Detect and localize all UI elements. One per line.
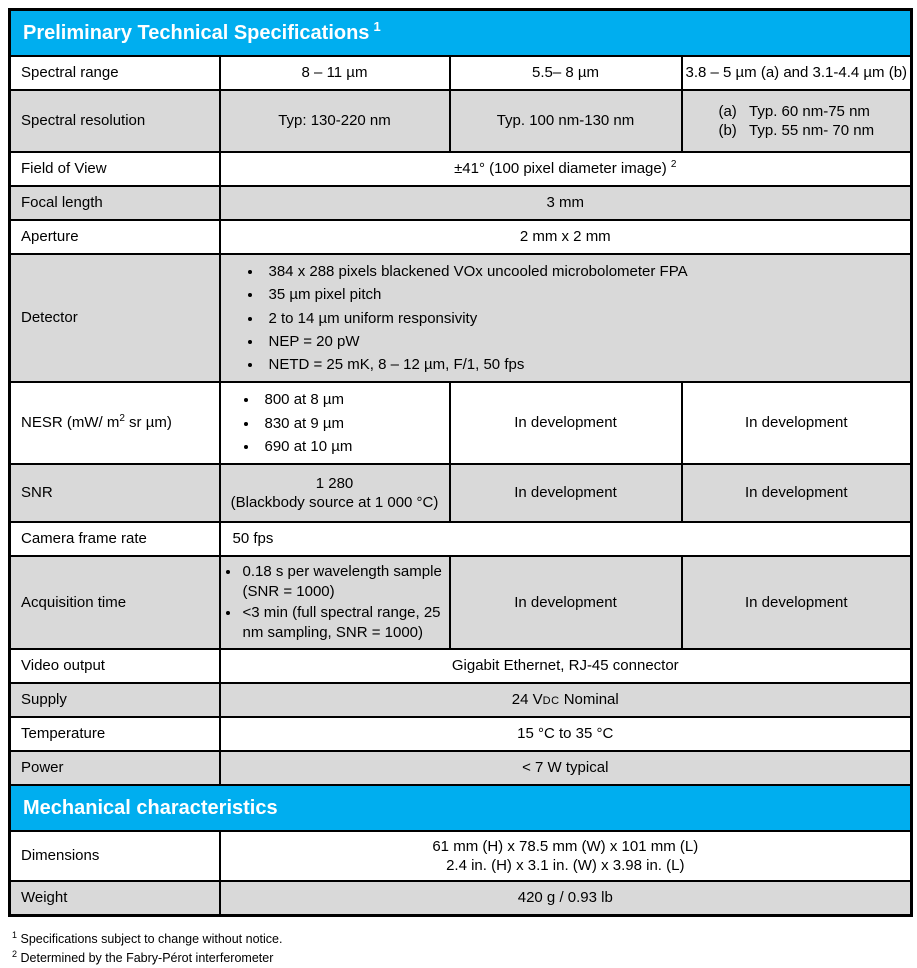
row-detector [10,254,912,382]
row-temperature [10,717,912,751]
spec-label: Video output [10,649,220,683]
spec-label: Field of View [10,152,220,186]
supply-value-dc: DC [543,695,560,707]
spec-value [220,152,912,186]
status-in-development: In development [682,556,912,649]
fov-value-text: ±41° (100 pixel diameter image) [454,160,667,177]
list-item: • 2 to 14 µm uniform responsivity [263,307,903,330]
row-weight [10,881,912,915]
status-in-development: In development [682,382,912,464]
dimensions-in: 2.4 in. (H) x 3.1 in. (W) x 3.98 in. (L) [446,857,684,874]
nesr-bullet-list [229,388,441,458]
spec-value [220,831,912,881]
spec-value: 2 mm x 2 mm [220,220,912,254]
row-power [10,751,912,785]
spec-label: Spectral range [10,56,220,90]
row-acquisition-time [10,556,912,649]
list-item: • NETD = 25 mK, 8 – 12 µm, F/1, 50 fps [263,353,903,376]
status-in-development: In development [682,464,912,522]
row-supply [10,683,912,717]
footnote-1-text: Specifications subject to change without notice. [17,932,282,946]
spec-value [220,683,912,717]
spec-value-mwir: Typ. 100 nm-130 nm [450,90,682,152]
spec-value-lwir [220,382,450,464]
nesr-label-post: sr µm) [125,414,172,431]
row-snr [10,464,912,522]
spec-label: Power [10,751,220,785]
spec-label: Supply [10,683,220,717]
detector-bullet-list [229,260,903,376]
snr-value: 1 280 [316,475,354,492]
row-spectral-range [10,56,912,90]
spec-label: Dimensions [10,831,220,881]
row-camera-frame-rate [10,522,912,556]
list-item: • 830 at 9 µm [259,412,441,435]
nesr-label-pre: NESR (mW/ m [21,414,119,431]
spec-label: SNR [10,464,220,522]
section-title-text: Preliminary Technical Specifications [23,22,369,44]
technical-specifications-table [8,8,913,917]
spec-label: Weight [10,881,220,915]
dimensions-mm: 61 mm (H) x 78.5 mm (W) x 101 mm (L) [432,838,698,855]
resolution-line-b: (b) Typ. 55 nm- 70 nm [718,122,874,139]
footnote-ref-1: 1 [373,19,380,34]
footnote-1-marker: 1 [12,929,17,939]
row-nesr [10,382,912,464]
footnote-2 [12,949,910,968]
acquisition-bullet-list [225,562,446,643]
spec-label [10,382,220,464]
list-item: • <3 min (full spectral range, 25 nm sampling, SNR = 1000) [241,603,446,644]
footnotes [8,930,910,968]
list-item: • 800 at 8 µm [259,388,441,411]
row-video-output [10,649,912,683]
spec-value-swir [682,90,912,152]
list-item: • 0.18 s per wavelength sample (SNR = 1000) [241,562,446,603]
spec-label: Camera frame rate [10,522,220,556]
spec-value-lwir: Typ: 130-220 nm [220,90,450,152]
list-item: • 690 at 10 µm [259,435,441,458]
spec-label: Spectral resolution [10,90,220,152]
spec-value: 50 fps [220,522,912,556]
footnote-ref-2: 2 [671,159,677,170]
spec-value: 3 mm [220,186,912,220]
nesr-label-sup: 2 [119,413,125,424]
row-dimensions [10,831,912,881]
spec-value-lwir [220,556,450,649]
footnote-1 [12,930,910,949]
spec-value-lwir [220,464,450,522]
spec-value: 15 °C to 35 °C [220,717,912,751]
snr-value-condition: (Blackbody source at 1 000 °C) [231,494,439,511]
status-in-development: In development [450,464,682,522]
section-header-row [10,10,912,57]
spec-value-mwir: 5.5– 8 µm [450,56,682,90]
spec-label: Aperture [10,220,220,254]
row-focal-length [10,186,912,220]
spec-value [220,254,912,382]
row-spectral-resolution [10,90,912,152]
spec-value: < 7 W typical [220,751,912,785]
resolution-line-a: (a) Typ. 60 nm-75 nm [718,103,869,120]
spec-label: Focal length [10,186,220,220]
spec-label: Detector [10,254,220,382]
section-title-preliminary [10,10,912,57]
supply-value-pre: 24 V [512,691,543,708]
supply-value-post: Nominal [560,691,619,708]
row-field-of-view [10,152,912,186]
section-header-row [10,785,912,831]
footnote-2-text: Determined by the Fabry-Pérot interferometer [17,951,273,965]
spec-value-swir: 3.8 – 5 µm (a) and 3.1-4.4 µm (b) [682,56,912,90]
spec-label: Acquisition time [10,556,220,649]
status-in-development: In development [450,382,682,464]
row-aperture [10,220,912,254]
list-item: • 35 µm pixel pitch [263,283,903,306]
status-in-development: In development [450,556,682,649]
section-title-mechanical: Mechanical characteristics [10,785,912,831]
spec-value-lwir: 8 – 11 µm [220,56,450,90]
spec-value: 420 g / 0.93 lb [220,881,912,915]
footnote-2-marker: 2 [12,949,17,959]
list-item: • NEP = 20 pW [263,330,903,353]
spec-label: Temperature [10,717,220,751]
spec-value: Gigabit Ethernet, RJ-45 connector [220,649,912,683]
list-item: • 384 x 288 pixels blackened VOx uncooled microbolometer FPA [263,260,903,283]
